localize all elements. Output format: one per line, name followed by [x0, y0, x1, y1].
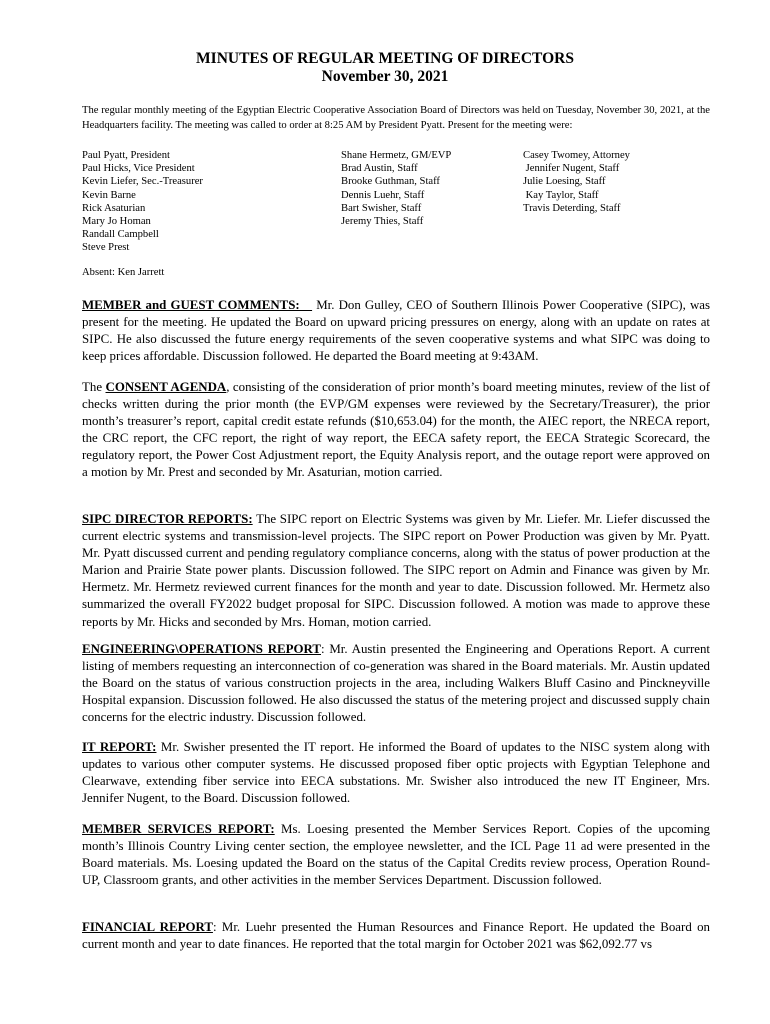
attendee: Mary Jo Homan — [82, 216, 151, 228]
section-member-guest-comments — [82, 297, 710, 365]
section-sipc-director-reports — [82, 511, 710, 631]
attendee: Jeremy Thies, Staff — [341, 216, 424, 228]
attendee: Casey Twomey, Attorney — [523, 150, 630, 161]
section-heading: MEMBER SERVICES REPORT: — [82, 822, 275, 836]
section-heading: SIPC DIRECTOR REPORTS: — [82, 512, 253, 526]
section-consent-agenda — [82, 379, 710, 482]
section-body: Ms. Loesing presented the Member Services Report. Copies of the upcoming month’s Illinois Country Living center section, the employee newsletter, and the ICL Page 11 ad were presented in the Board materials. Ms. Loesing updated the Board on the status of the Capital Credits review process, Operation Round-UP, Classroom grants, and other activities in the member Services Department. Discussion followed. — [82, 822, 710, 888]
section-lead: The — [82, 380, 106, 394]
section-heading: IT REPORT: — [82, 740, 157, 754]
section-body: Mr. Swisher presented the IT report. He informed the Board of updates to the NISC system along with updates to various other computer systems. He discussed proposed fiber optic projects with Egyptian Telephone and Clearwave, extending fiber service into EECA substations. Mr. Swisher also introduced the new IT Engineer, Mrs. Jennifer Nugent, to the Board. Discussion followed. — [82, 740, 710, 806]
attendee: Brad Austin, Staff — [341, 163, 418, 175]
attendees-directors — [82, 149, 203, 255]
document-title: MINUTES OF REGULAR MEETING OF DIRECTORS — [196, 50, 574, 67]
section-engineering-operations-report — [82, 641, 710, 726]
attendee: Kevin Liefer, Sec.-Treasurer — [82, 176, 203, 188]
attendee: Bart Swisher, Staff — [341, 202, 422, 214]
attendee: Steve Prest — [82, 242, 130, 254]
attendee: Kevin Barne — [82, 189, 136, 201]
section-heading: ENGINEERING\OPERATIONS REPORT — [82, 642, 321, 656]
section-body: : Mr. Luehr presented the Human Resources and Finance Report. He updated the Board on current month and year to date finances. He reported that the total margin for October 2021 was $62,092.77 vs — [82, 920, 710, 952]
section-it-report — [82, 739, 710, 807]
attendee: Paul Pyatt, President — [82, 150, 170, 161]
attendee: Jennifer Nugent, Staff — [523, 163, 620, 175]
meeting-date: November 30, 2021 — [321, 68, 449, 85]
attendee: Julie Loesing, Staff — [523, 176, 606, 188]
section-body: : Mr. Austin presented the Engineering and Operations Report. A current listing of members requesting an interconnection of co-generation was shared in the Board materials. Mr. Austin updated the Board on the status of various construction projects in the area, including Walkers Bluff Casino and Pinckneyville Hospital expansion. Discussion followed. He also discussed the status of the metering project and discussed supply chain concerns for the electric industry. Discussion followed. — [82, 642, 711, 725]
attendee: Brooke Guthman, Staff — [341, 176, 440, 188]
attendees-staff — [341, 149, 451, 228]
attendee: Rick Asaturian — [82, 202, 146, 214]
attendee: Travis Deterding, Staff — [523, 202, 621, 214]
attendee: Randall Campbell — [82, 229, 159, 241]
intro-paragraph: The regular monthly meeting of the Egyptian Electric Cooperative Association Board of Directors was held on Tuesday, November 30, 2021, at the Headquarters facility. The meeting was called to order at 8:25 AM by President Pyatt. Present for the meeting were: — [82, 105, 710, 131]
section-financial-report — [82, 919, 710, 953]
section-heading: FINANCIAL REPORT — [82, 920, 213, 934]
section-member-services-report — [82, 821, 710, 889]
attendee: Kay Taylor, Staff — [523, 189, 599, 201]
absent-line: Absent: Ken Jarrett — [82, 267, 165, 278]
section-body: Mr. Don Gulley, CEO of Southern Illinois Power Cooperative (SIPC), was present for the meeting. He updated the Board on upward pricing pressures on energy, along with an update on rates at SIPC. He also discussed the future energy requirements of the seven cooperative systems and what SIPC was doing to keep prices affordable. Discussion followed. He departed the Board meeting at 9:43AM. — [82, 298, 710, 364]
attendee: Shane Hermetz, GM/EVP — [341, 150, 452, 161]
section-body: The SIPC report on Electric Systems was given by Mr. Liefer. Mr. Liefer discussed the current electric systems and transmission-level projects. The SIPC report on Power Production was given by Mr. Pyatt. Mr. Pyatt discussed current and pending regulatory compliance concerns, along with the status of power production at the Marion and Prairie State power plants. Discussion followed. The SIPC report on Admin and Finance was given by Mr. Hermetz. Mr. Hermetz reviewed current finances for the month and year to date. Discussion followed. Mr. Hermetz also summarized the overall FY2022 budget proposal for SIPC. Discussion followed. A motion was made to approve these reports by Mr. Hicks and seconded by Mrs. Homan, motion carried. — [82, 512, 711, 629]
section-heading: MEMBER and GUEST COMMENTS: — [82, 298, 313, 312]
attendee: Paul Hicks, Vice President — [82, 163, 195, 175]
attendee: Dennis Luehr, Staff — [341, 189, 425, 201]
section-body: , consisting of the consideration of prior month’s board meeting minutes, review of the list of checks written during the prior month (the EVP/GM expenses were reviewed by the Secretary/Treasurer), the prior month’s treasurer’s report, capital credit estate refunds ($10,653.04) for the month, the AIEC report, the NRECA report, the CRC report, the CFC report, the right of way report, the EECA safety report, the EECA Strategic Scorecard, the regulatory report, the Power Cost Adjustment report, the Equity Analysis report, and the outage report were approved on a motion by Mr. Prest and seconded by Mr. Asaturian, motion carried. — [82, 380, 710, 480]
attendees-others — [523, 149, 630, 215]
section-heading: CONSENT AGENDA — [105, 380, 227, 394]
